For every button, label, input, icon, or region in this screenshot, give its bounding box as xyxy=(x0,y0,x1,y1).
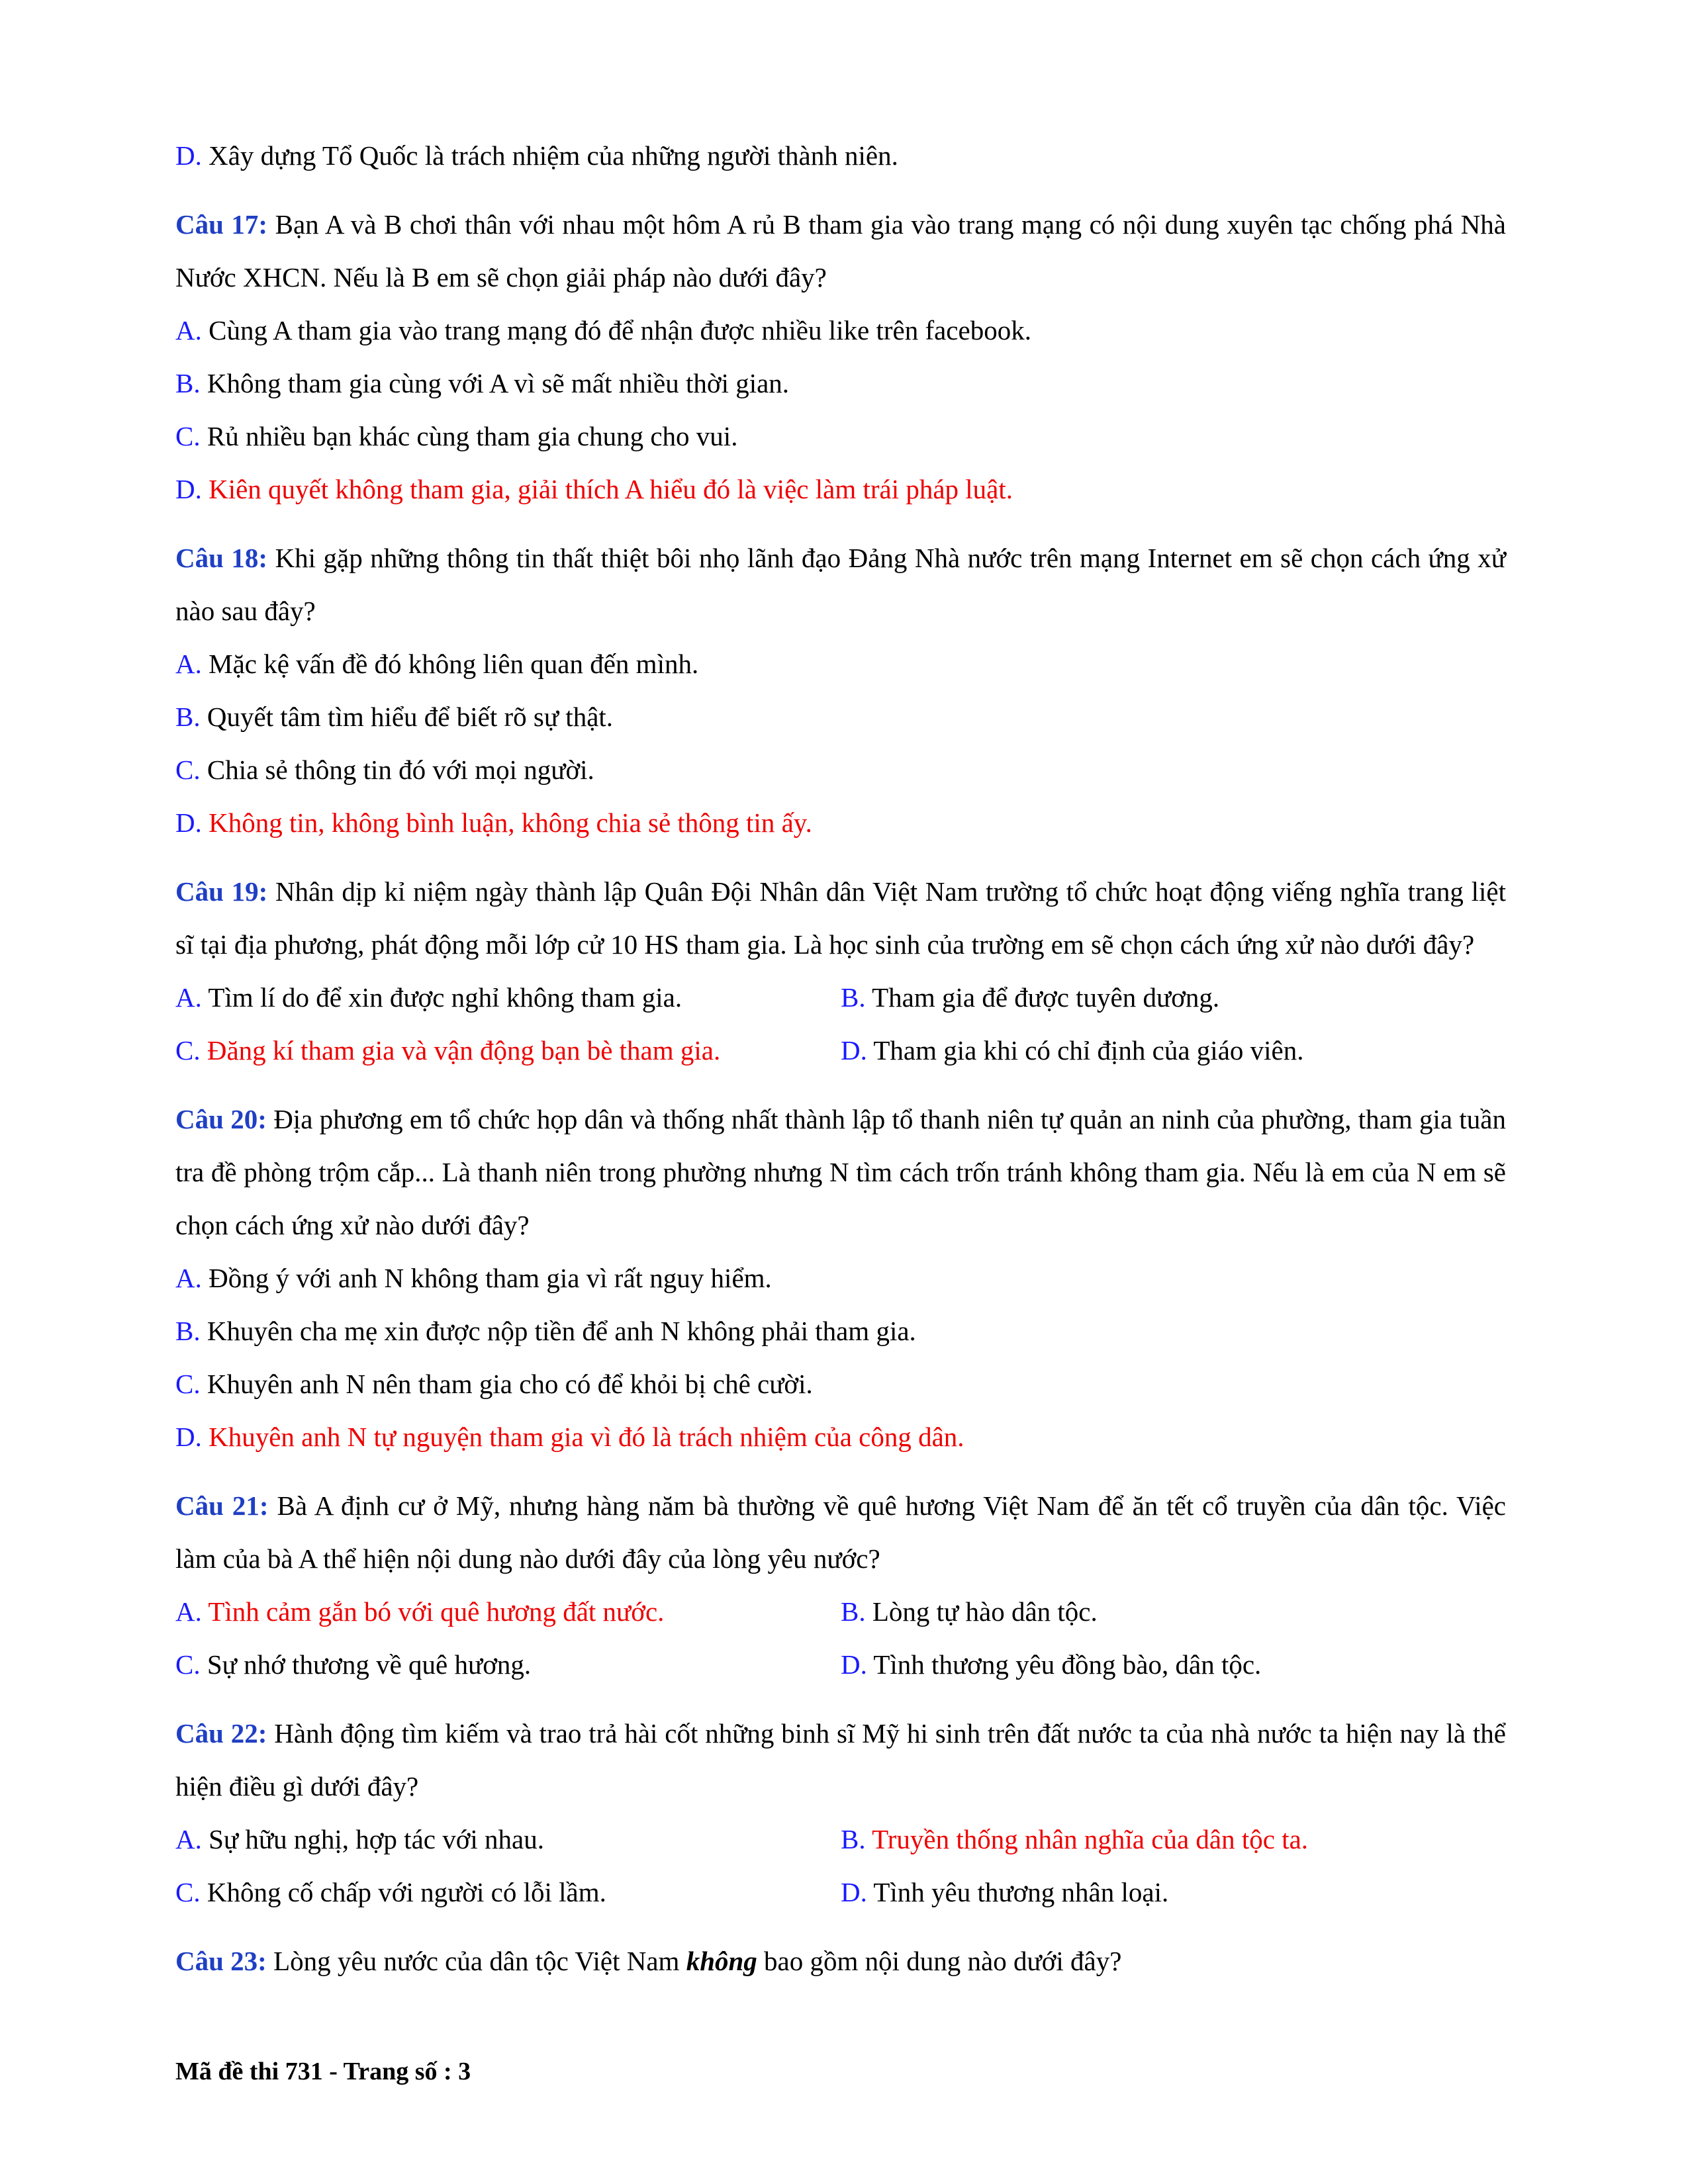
option-b xyxy=(841,971,1506,1024)
option-label: B. xyxy=(841,982,866,1013)
question-20 xyxy=(175,1093,1506,1463)
question-17 xyxy=(175,198,1506,516)
option-label: B. xyxy=(841,1596,866,1627)
option-text: Đồng ý với anh N không tham gia vì rất nguy hiểm. xyxy=(209,1263,772,1293)
option-text: Không tham gia cùng với A vì sẽ mất nhiều thời gian. xyxy=(207,368,790,398)
option-label: D. xyxy=(175,1422,202,1452)
question-text xyxy=(175,1093,1506,1251)
correct-answer-text: Tình cảm gắn bó với quê hương đất nước. xyxy=(208,1596,665,1627)
option-label: C. xyxy=(175,1369,201,1399)
exam-page xyxy=(175,129,1506,1987)
option-d xyxy=(841,1638,1506,1691)
correct-answer-text: Kiên quyết không tham gia, giải thích A hiểu đó là việc làm trái pháp luật. xyxy=(209,474,1013,504)
option-label: D. xyxy=(841,1035,867,1066)
option-label: D. xyxy=(175,474,202,504)
correct-answer-text: Khuyên anh N tự nguyện tham gia vì đó là trách nhiệm của công dân. xyxy=(209,1422,964,1452)
option-d xyxy=(175,1410,1506,1463)
page-footer: Mã đề thi 731 - Trang số : 3 xyxy=(175,2058,471,2085)
option-c xyxy=(175,1638,841,1691)
option-b xyxy=(175,690,1506,743)
option-a xyxy=(175,971,841,1024)
option-text: Xây dựng Tổ Quốc là trách nhiệm của những người thành niên. xyxy=(209,140,898,171)
option-a xyxy=(175,1585,841,1638)
question-body-end: bao gồm nội dung nào dưới đây? xyxy=(764,1946,1122,1976)
option-text: Mặc kệ vấn đề đó không liên quan đến mình. xyxy=(209,649,699,679)
option-c xyxy=(175,1866,841,1919)
option-b xyxy=(175,357,1506,410)
question-body: Địa phương em tổ chức họp dân và thống nhất thành lập tổ thanh niên tự quản an ninh của phường, tham gia tuần tra đề phòng trộm cắp... Là thanh niên trong phường nhưng N tìm cách trốn tránh không tham gia. Nếu là em của N em sẽ chọn cách ứng xử nào dưới đây? xyxy=(175,1104,1506,1240)
option-label: B. xyxy=(175,702,201,732)
option-c xyxy=(175,743,1506,796)
option-text: Lòng tự hào dân tộc. xyxy=(872,1596,1098,1627)
option-text: Sự nhớ thương về quê hương. xyxy=(207,1649,532,1680)
options-row xyxy=(175,1813,1506,1866)
question-21 xyxy=(175,1479,1506,1691)
option-label: D. xyxy=(841,1877,867,1907)
option-a xyxy=(175,1251,1506,1304)
option-label: A. xyxy=(175,315,202,345)
option-label: B. xyxy=(175,368,201,398)
option-a xyxy=(175,637,1506,690)
option-text: Khuyên anh N nên tham gia cho có để khỏi bị chê cười. xyxy=(207,1369,813,1399)
question-text xyxy=(175,1707,1506,1813)
question-text xyxy=(175,198,1506,304)
option-label: C. xyxy=(175,1035,201,1066)
question-text xyxy=(175,1934,1506,1987)
option-text: Sự hữu nghị, hợp tác với nhau. xyxy=(209,1824,544,1854)
option-label: A. xyxy=(175,1263,202,1293)
option-text: Chia sẻ thông tin đó với mọi người. xyxy=(207,754,594,785)
question-text xyxy=(175,1479,1506,1585)
question-body: Khi gặp những thông tin thất thiệt bôi nhọ lãnh đạo Đảng Nhà nước trên mạng Internet em sẽ chọn cách ứng xử nào sau đây? xyxy=(175,543,1506,626)
option-label: C. xyxy=(175,1877,201,1907)
question-body-start: Lòng yêu nước của dân tộc Việt Nam xyxy=(273,1946,680,1976)
option-text: Tìm lí do để xin được nghỉ không tham gia. xyxy=(208,982,682,1013)
correct-answer-text: Truyền thống nhân nghĩa của dân tộc ta. xyxy=(872,1824,1309,1854)
option-label: D. xyxy=(175,807,202,838)
question-19 xyxy=(175,865,1506,1077)
question-18 xyxy=(175,531,1506,849)
options-row xyxy=(175,1024,1506,1077)
question-text xyxy=(175,531,1506,637)
option-text: Khuyên cha mẹ xin được nộp tiền để anh N không phải tham gia. xyxy=(207,1316,916,1346)
q16-option-d xyxy=(175,129,1506,182)
options-row xyxy=(175,1585,1506,1638)
option-label: C. xyxy=(175,1649,201,1680)
option-label: A. xyxy=(175,982,202,1013)
option-b xyxy=(841,1585,1506,1638)
option-text: Cùng A tham gia vào trang mạng đó để nhận được nhiều like trên facebook. xyxy=(209,315,1031,345)
option-d xyxy=(841,1866,1506,1919)
question-22 xyxy=(175,1707,1506,1919)
correct-answer-text: Không tin, không bình luận, không chia sẻ thông tin ấy. xyxy=(209,807,812,838)
option-text: Tham gia khi có chỉ định của giáo viên. xyxy=(873,1035,1304,1066)
option-c xyxy=(175,1357,1506,1410)
option-c xyxy=(175,1024,841,1077)
options-row xyxy=(175,1638,1506,1691)
option-text: Quyết tâm tìm hiểu để biết rõ sự thật. xyxy=(207,702,614,732)
option-label: C. xyxy=(175,421,201,451)
option-b xyxy=(175,1304,1506,1357)
option-d xyxy=(841,1024,1506,1077)
question-label: Câu 18: xyxy=(175,543,268,573)
option-label: A. xyxy=(175,649,202,679)
option-d xyxy=(175,796,1506,849)
option-text: Tham gia để được tuyên dương. xyxy=(872,982,1220,1013)
question-label: Câu 17: xyxy=(175,209,268,240)
option-label: C. xyxy=(175,754,201,785)
question-label: Câu 22: xyxy=(175,1718,267,1749)
question-body: Bạn A và B chơi thân với nhau một hôm A rủ B tham gia vào trang mạng có nội dung xuyên tạc chống phá Nhà Nước XHCN. Nếu là B em sẽ chọn giải pháp nào dưới đây? xyxy=(175,209,1507,293)
option-text: Tình yêu thương nhân loại. xyxy=(873,1877,1169,1907)
options-row xyxy=(175,971,1506,1024)
question-body: Nhân dịp kỉ niệm ngày thành lập Quân Đội Nhân dân Việt Nam trường tổ chức hoạt động viếng nghĩa trang liệt sĩ tại địa phương, phát động mỗi lớp cử 10 HS tham gia. Là học sinh của trường em sẽ chọn cách ứng xử nào dưới đây? xyxy=(175,876,1506,960)
question-label: Câu 23: xyxy=(175,1946,267,1976)
option-text: Không cố chấp với người có lỗi lầm. xyxy=(207,1877,606,1907)
option-a xyxy=(175,1813,841,1866)
question-label: Câu 20: xyxy=(175,1104,267,1134)
option-text: Tình thương yêu đồng bào, dân tộc. xyxy=(873,1649,1262,1680)
option-d xyxy=(175,463,1506,516)
option-label: D. xyxy=(841,1649,867,1680)
option-c xyxy=(175,410,1506,463)
question-label: Câu 21: xyxy=(175,1490,269,1521)
option-text: Rủ nhiều bạn khác cùng tham gia chung cho vui. xyxy=(207,421,738,451)
question-body: Bà A định cư ở Mỹ, nhưng hàng năm bà thường về quê hương Việt Nam để ăn tết cổ truyền của dân tộc. Việc làm của bà A thể hiện nội dung nào dưới đây của lòng yêu nước? xyxy=(175,1490,1506,1574)
question-emphasis: không xyxy=(686,1946,757,1976)
option-label: A. xyxy=(175,1596,202,1627)
option-label: B. xyxy=(841,1824,866,1854)
question-label: Câu 19: xyxy=(175,876,268,907)
option-b xyxy=(841,1813,1506,1866)
question-body: Hành động tìm kiếm và trao trả hài cốt những binh sĩ Mỹ hi sinh trên đất nước ta của nhà nước ta hiện nay là thể hiện điều gì dưới đây? xyxy=(175,1718,1507,1801)
question-text xyxy=(175,865,1506,971)
option-label: D. xyxy=(175,140,202,171)
option-a xyxy=(175,304,1506,357)
option-label: A. xyxy=(175,1824,202,1854)
question-23 xyxy=(175,1934,1506,1987)
correct-answer-text: Đăng kí tham gia và vận động bạn bè tham gia. xyxy=(207,1035,721,1066)
option-label: B. xyxy=(175,1316,201,1346)
options-row xyxy=(175,1866,1506,1919)
